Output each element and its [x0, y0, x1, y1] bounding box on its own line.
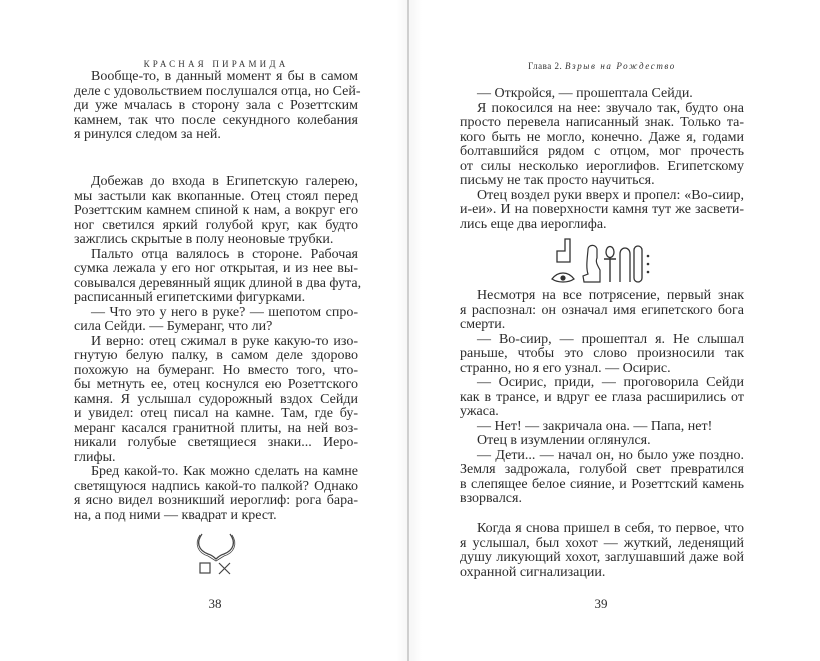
text-line: как в трансе, и вдруг ее глаза расширились от — [460, 389, 744, 405]
text-line: светящуюся надпись какой-то палкой? Однако — [74, 478, 358, 494]
text-line: кого быть не могло, конечно. Даже я, годами — [460, 129, 744, 145]
paragraph — [460, 87, 744, 102]
text-line: зажглись скрытые в полу неоновые трубки. — [74, 232, 334, 247]
text-line: деле с удовольствием послушался отца, но Сей- — [74, 83, 361, 99]
page-number-right: 39 — [594, 596, 608, 611]
running-header-right — [460, 61, 744, 71]
text-line: Земля задрожала, голубой свет превратился — [460, 462, 744, 477]
text-line: мы застыли как вкопанные. Отец стоял перед — [74, 188, 358, 204]
text-line: Несмотря на все потрясение, первый знак — [477, 288, 744, 303]
text-line: камнем, так что после секундного колебания — [74, 112, 358, 128]
text-line: никали голубые светящиеся знаки... Иеро- — [74, 435, 358, 450]
text-line: и увидел: отец писал на камне. Там, где бу- — [74, 406, 358, 421]
running-header-left: КРАСНАЯ ПИРАМИДА — [143, 59, 289, 69]
text-line: сила Сейди. — Бумеранг, что ли? — [74, 319, 273, 334]
text-line: Розеттским камнем спиной к нам, а вокруг его — [74, 203, 358, 218]
paragraph — [460, 449, 744, 507]
text-line: — Осирис, приди, — проговорила Сейди — [477, 375, 744, 390]
paragraph — [460, 420, 744, 435]
text-line: Когда я снова пришел в себя, то первое, что — [477, 521, 744, 536]
right-page-text-section-2 — [460, 289, 744, 507]
page-number-left: 38 — [208, 596, 222, 611]
text-line: раньше, чтобы это слово произносили так — [460, 346, 744, 361]
text-line: Добежав до входа в Египетскую галерею, — [91, 174, 358, 189]
paragraph — [74, 69, 361, 143]
text-line: Я покосился на нее: звучало так, будто она — [477, 100, 744, 116]
text-line: лись еще два иероглифа. — [460, 216, 607, 232]
text-line: глифы. — [74, 449, 116, 465]
paragraph — [74, 175, 358, 248]
text-line: похожую на бумеранг. Но вместо того, что- — [74, 362, 358, 378]
text-line: в слепящее белое сияние, и Розеттский камень — [460, 476, 744, 492]
text-line: я распознал: он означал имя египетского бога — [460, 302, 744, 318]
text-line: И верно: отец сжимал в руке какую-то изо- — [91, 333, 358, 349]
paragraph — [74, 335, 358, 466]
right-page-text-section-1 — [460, 87, 744, 232]
paragraph — [460, 376, 744, 420]
text-line: Пальто отца валялось в стороне. Рабочая — [91, 246, 358, 262]
text-line: совывался деревянный ящик длиной в два фута, — [74, 275, 362, 291]
ram-horns-hieroglyph-icon — [194, 530, 238, 580]
paragraph — [460, 102, 744, 189]
paragraph — [74, 246, 362, 306]
paragraph — [460, 522, 744, 580]
text-line: камня. Я услышал судорожный вздох Сейди — [74, 391, 358, 407]
paragraph — [460, 333, 744, 377]
osiris-hieroglyphs-icon — [548, 236, 658, 286]
text-line: на, а под ними — квадрат и крест. — [74, 507, 277, 523]
left-page-text-section-1 — [74, 69, 361, 143]
text-line: — Что это у него в руке? — шепотом спро- — [91, 304, 358, 320]
text-line: ужаса. — [460, 404, 499, 419]
book-spine — [407, 0, 409, 661]
text-line: от силы несколько иероглифов. Египетскому — [460, 158, 744, 174]
text-line: Вообще-то, в данный момент я бы в самом — [91, 69, 358, 84]
text-line: душу ликующий хохот, заглушавший даже вой — [460, 550, 744, 565]
text-line: — Во-сиир, — прошептал я. Не слышал — [477, 331, 744, 347]
text-line: — Откройся, — прошептала Сейди. — [477, 86, 693, 101]
text-line: Отец воздел руки вверх и пропел: «Во-сиир, — [477, 187, 744, 203]
header-chapter-title: Взрыв на Рождество — [564, 61, 676, 71]
left-page-text-section-2 — [74, 174, 362, 523]
paragraph — [460, 289, 744, 333]
text-line: Отец в изумлении оглянулся. — [477, 433, 651, 448]
text-line: меранг касался гранитной плиты, на ней воз- — [74, 420, 358, 436]
text-line: я услышал, был хохот — жуткий, леденящий — [460, 535, 744, 551]
text-line: смерти. — [460, 317, 506, 332]
paragraph — [460, 189, 744, 233]
text-line: странно, но я его узнал. — Осирис. — [460, 360, 671, 376]
text-line: гнутую белую палку, в самом деле здорово — [74, 348, 358, 363]
text-line: ног светился яркий голубой круг, как будто — [74, 217, 358, 233]
paragraph — [74, 465, 358, 523]
text-line: болтавшийся рядом с отцом, мог прочесть — [460, 144, 744, 159]
text-line: взорвался. — [460, 491, 522, 506]
text-line: — Нет! — закричала она. — Папа, нет! — [477, 418, 713, 434]
text-line: и-еи». И на поверхности камня тут же засвети- — [460, 202, 744, 217]
text-line: — Дети... — начал он, но было уже поздно. — [477, 447, 744, 463]
text-line: просто перевела написанный знак. Только та- — [460, 115, 744, 130]
book-spine-shadow — [396, 0, 422, 661]
text-line: я ринулся следом за ней. — [74, 127, 221, 142]
paragraph — [74, 306, 358, 335]
text-line: ди уже мчалась в сторону зала с Розеттским — [74, 98, 358, 113]
text-line: Бред какой-то. Как можно сделать на камне — [91, 464, 358, 479]
right-page-text-section-3 — [460, 522, 744, 580]
header-chapter: Глава 2. — [528, 61, 563, 71]
text-line: расписанный египетскими фигурками. — [74, 290, 306, 305]
text-line: бы метнуть ее, отец коснулся ею Розеттского — [74, 377, 358, 392]
paragraph — [460, 434, 744, 449]
text-line: охранной сигнализации. — [460, 564, 606, 580]
text-line: письму не так просто научиться. — [460, 173, 655, 188]
text-line: я ясно видел возникший иероглиф: рога бара- — [74, 493, 358, 508]
text-line: сумка лежала у его ног открытая, и из нее вы- — [74, 261, 358, 276]
